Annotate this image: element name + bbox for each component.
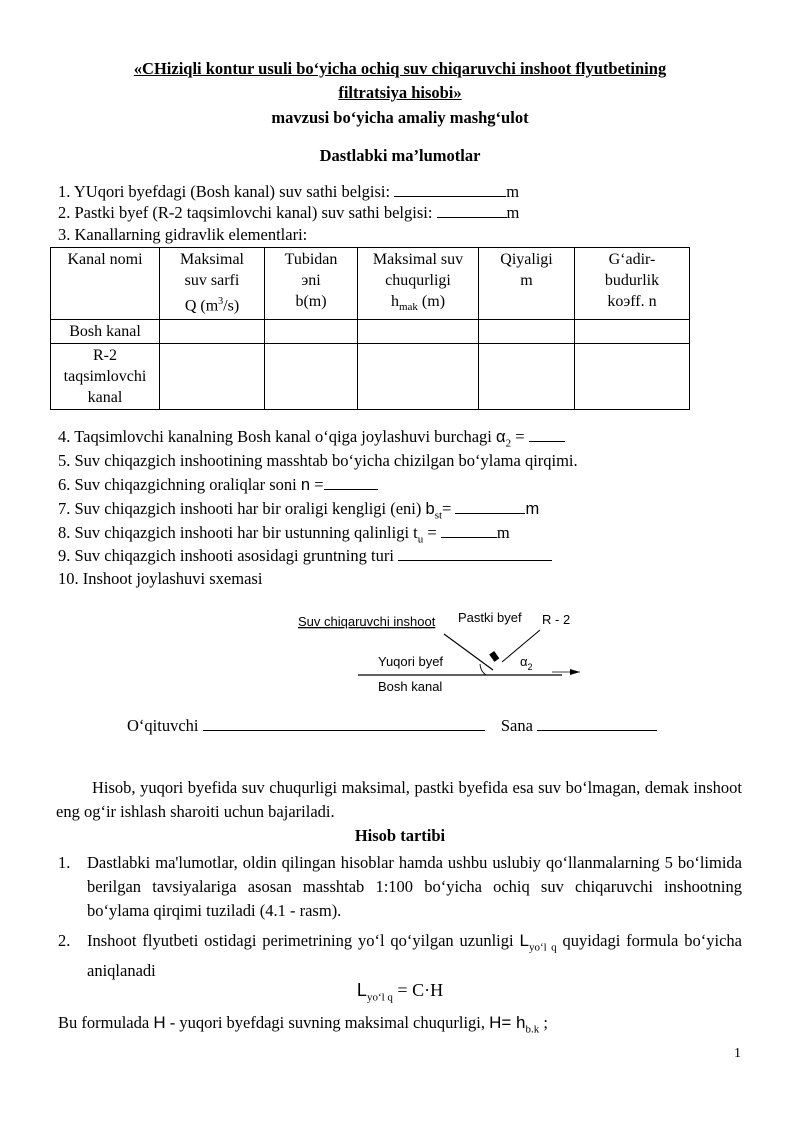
table-row (51, 344, 690, 410)
item-1 (58, 182, 519, 202)
table-header-row (51, 248, 690, 320)
col-header-max-depth: Maksimal suv chuqurligi $h_{mak}$ (m) (358, 248, 479, 320)
row-main-canal-name: Bosh kanal (51, 320, 160, 344)
step-2-number: 2. (58, 931, 71, 950)
doc-title-line1: «CHiziqli kontur usuli boʻyicha ochiq suv chiqaruvchi inshoot flyutbetining (133, 59, 667, 78)
item-2-unit: m (506, 203, 520, 222)
formula-explanation: Bu formulada H - yuqori byefdagi suvning maksimal chuqurligi, $H= h_{b.k}$ ; (58, 1013, 548, 1036)
col-header-slope: Qiyaligi m (479, 248, 575, 320)
item-4-blank (529, 427, 565, 442)
table-cell (160, 344, 265, 410)
item-9: 9. Suv chiqazgich inshooti asosidagi gruntning turi (58, 546, 552, 566)
formula-permeter-length: $L_{yoʻl q} = C\cdot H$ (356, 980, 444, 1004)
doc-title-line2: filtratsiya hisobi» (338, 83, 462, 102)
outlet-structure-marker (489, 651, 499, 662)
step-1-text: Dastlabki ma'lumotlar, oldin qilingan hisoblar hamda ushbu uslubiy qoʻllanmalarning 5 boʻlimida berilgan tavsiyalariga asosan masshtab 1:100 boʻyicha ochiq suv chiqaruvchi inshootning boʻylama qirqimi tuziladi (4.1 - rasm). (87, 853, 742, 920)
paragraph-conditions: Hisob, yuqori byefida suv chuqurligi maksimal, pastki byefida esa suv boʻlmagan, demak inshoot eng ogʻir ishlash sharoiti uchun bajariladi. (56, 778, 742, 821)
signature-row (127, 716, 657, 736)
scheme-label-upstream: Yuqori byef (378, 654, 444, 669)
item-8-blank (441, 523, 497, 538)
teacher-label: Oʻqituvchi (127, 716, 203, 735)
table-cell (479, 344, 575, 410)
table-cell (358, 320, 479, 344)
table-cell (575, 344, 690, 410)
table-cell (265, 344, 358, 410)
col-header-channel-name: Kanal nomi (51, 248, 160, 320)
item-2 (58, 203, 519, 223)
col-header-max-discharge: Maksimal suv sarfi Q $(m^3/s)$ (160, 248, 265, 320)
item-6: 6. Suv chiqazgichning oraliqlar soni n = (58, 475, 378, 495)
item-1-text: 1. YUqori byefdagi (Bosh kanal) suv sathi belgisi: (58, 182, 395, 201)
item-3: 3. Kanallarning gidravlik elementlari: (58, 225, 308, 244)
item-2-blank (437, 203, 507, 218)
col-header-bottom-width: Tubidan эni b(m) (265, 248, 358, 320)
table-cell (479, 320, 575, 344)
date-blank (537, 716, 657, 731)
item-6-blank (324, 475, 378, 490)
step-2-text: Inshoot flyutbeti ostidagi perimetrining yoʻl qoʻyilgan uzunligi $L_{yoʻl q}$ quyidagi formula boʻyicha aniqlanadi (87, 931, 742, 981)
doc-subtitle: mavzusi boʻyicha amaliy mashgʻulot (271, 108, 529, 127)
section-heading-procedure: Hisob tartibi (354, 826, 446, 845)
item-10: 10. Inshoot joylashuvi sxemasi (58, 569, 263, 588)
item-1-blank (394, 182, 506, 197)
scheme-label-downstream: Pastki byef (458, 610, 522, 625)
table-cell (358, 344, 479, 410)
section-heading-initial-data: Dastlabki ma’lumotlar (319, 146, 481, 165)
layout-scheme-diagram (290, 600, 590, 700)
scheme-label-main-canal: Bosh kanal (378, 679, 443, 694)
item-8: 8. Suv chiqazgich inshooti har bir ustunning qalinligi $t_u = m$ (58, 523, 510, 546)
flow-arrow-icon (570, 669, 580, 675)
step-1-number: 1. (58, 853, 71, 872)
item-7-blank (455, 499, 525, 514)
angle-arc (480, 664, 486, 675)
date-label: Sana (500, 716, 538, 735)
branch-canal-line (444, 634, 493, 670)
table-cell (265, 320, 358, 344)
item-2-text: 2. Pastki byef (R-2 taqsimlovchi kanal) suv sathi belgisi: (58, 203, 437, 222)
scheme-label-r2: R - 2 (542, 612, 571, 627)
table-cell (575, 320, 690, 344)
item-7: 7. Suv chiqazgich inshooti har bir oraligi kengligi (eni) $b_{st}= m$ (58, 499, 540, 522)
col-header-roughness: Gʻadir- budurlik koэff. n (575, 248, 690, 320)
teacher-blank (203, 716, 485, 731)
item-4: 4. Taqsimlovchi kanalning Bosh kanal oʻqiga joylashuvi burchagi $\alpha_2$ = (58, 427, 565, 453)
item-9-blank (398, 546, 552, 561)
item-5: 5. Suv chiqazgich inshootining masshtab boʻyicha chizilgan boʻylama qirqimi. (58, 451, 578, 470)
hydraulic-elements-table (50, 247, 690, 410)
scheme-label-outlet: Suv chiqaruvchi inshoot (298, 614, 436, 629)
item-1-unit: m (506, 182, 520, 201)
table-cell (160, 320, 265, 344)
scheme-label-alpha: $\alpha_2$ (520, 654, 533, 672)
table-row (51, 320, 690, 344)
page-number: 1 (734, 1046, 741, 1061)
row-r2-canal-name: R-2 taqsimlovchi kanal (51, 344, 160, 410)
